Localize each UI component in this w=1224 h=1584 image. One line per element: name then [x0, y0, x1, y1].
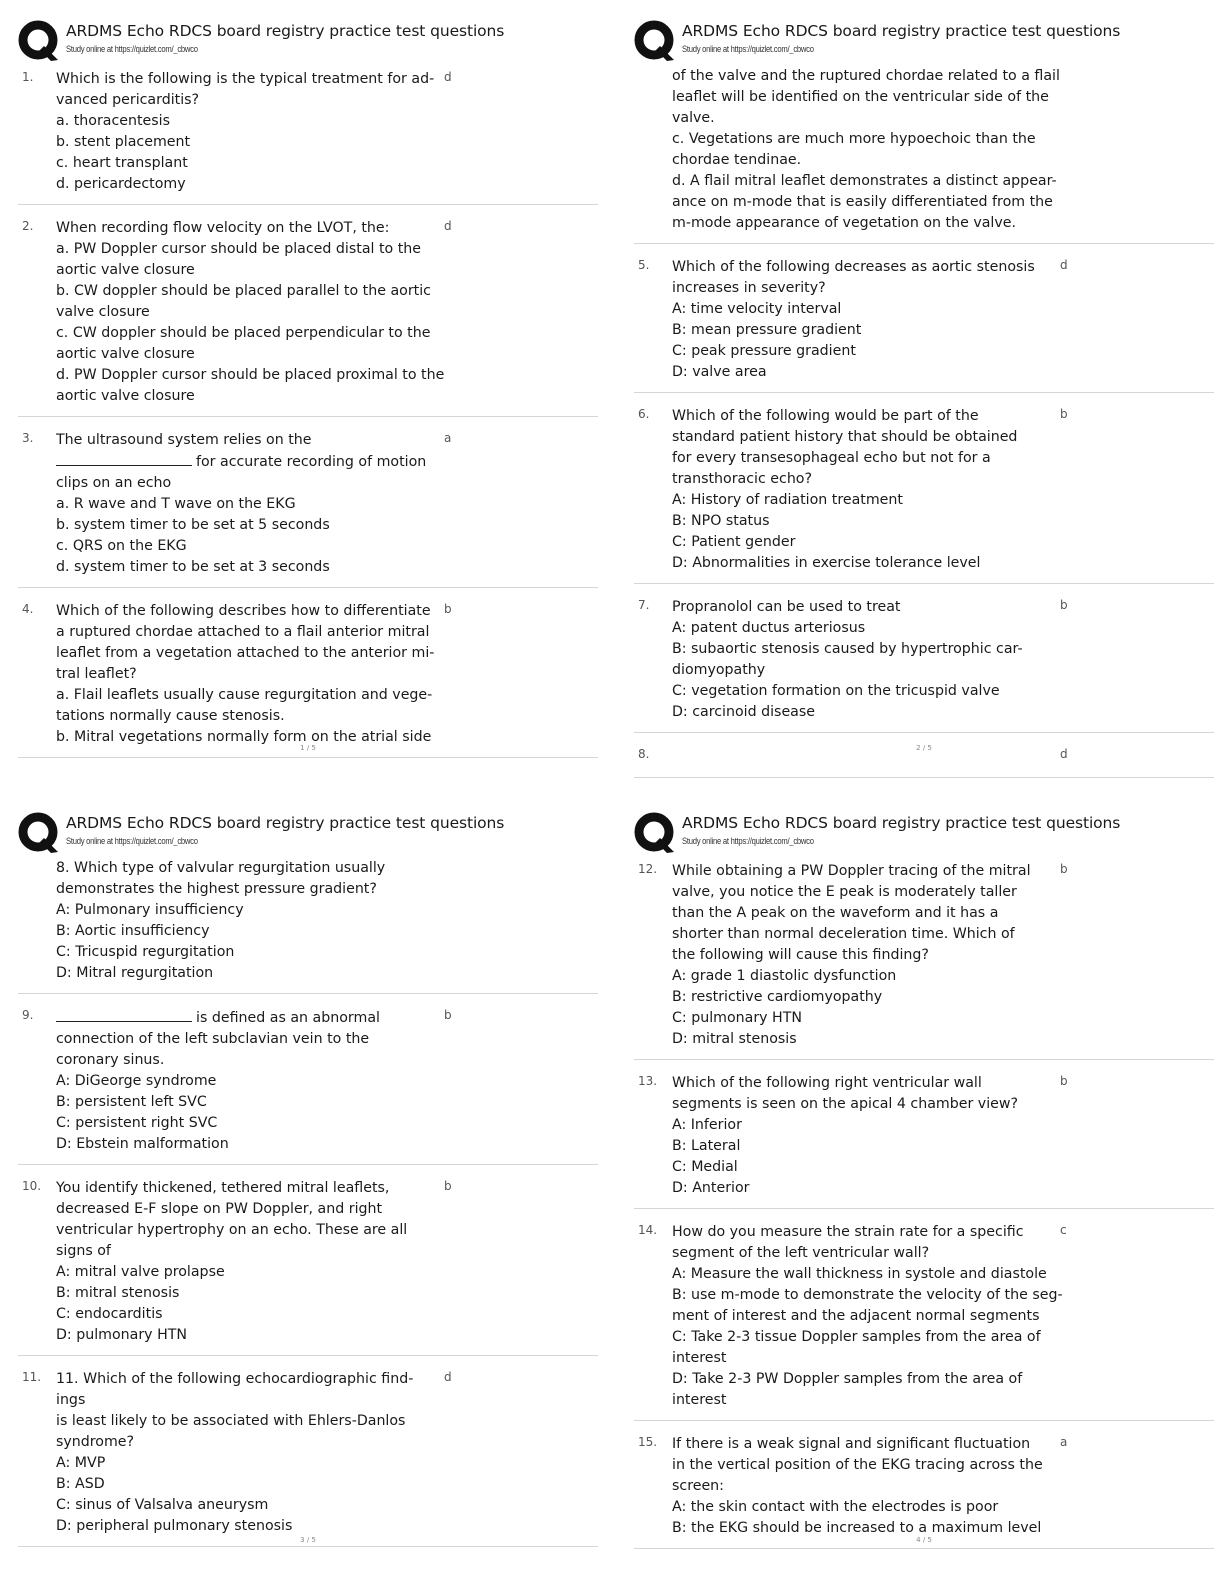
question-line: D: peripheral pulmonary stenosis [56, 1518, 293, 1534]
question-line: A: the skin contact with the electrodes is poor [672, 1499, 999, 1515]
question-line: signs of [56, 1243, 111, 1259]
question-line: c. heart transplant [56, 155, 188, 171]
question-line: A: patent ductus arteriosus [672, 620, 866, 636]
question-line: A: Pulmonary insufficiency [56, 902, 244, 918]
blank-underline [56, 451, 192, 466]
answer-key: b [444, 1179, 452, 1193]
question-line: of the valve and the ruptured chordae related to a flail [672, 68, 1060, 84]
question-number: 14. [638, 1223, 658, 1237]
question-line: D: Abnormalities in exercise tolerance level [672, 555, 981, 571]
question-line: You identify thickened, tethered mitral leaflets, [56, 1180, 390, 1196]
question-number: 13. [638, 1074, 658, 1088]
question-line: B: the EKG should be increased to a maximum level [672, 1520, 1042, 1536]
quizlet-logo-icon [634, 812, 676, 854]
answer-key: a [444, 431, 452, 445]
question-line-text: for accurate recording of motion [196, 454, 427, 470]
question-text [672, 257, 1058, 383]
question-line: B: Lateral [672, 1138, 741, 1154]
answer-key: d [1060, 747, 1068, 761]
question-line: tations normally cause stenosis. [56, 708, 285, 724]
question-line: chordae tendinae. [672, 152, 802, 168]
question-text [672, 597, 1058, 723]
question-number: 15. [638, 1435, 658, 1449]
page-number: 1 / 5 [300, 744, 316, 752]
question-line: Which is the following is the typical treatment for ad- [56, 71, 435, 87]
question-number: 6. [638, 407, 650, 421]
question-line: B: ASD [56, 1476, 105, 1492]
question-line: C: vegetation formation on the tricuspid valve [672, 683, 1000, 699]
question-line: C: Patient gender [672, 534, 796, 550]
question-line: D: Anterior [672, 1180, 750, 1196]
study-link[interactable]: Study online at https://quizlet.com/_cbwco [66, 836, 198, 846]
question-list [634, 858, 1214, 1549]
question-line: tral leaflet? [56, 666, 137, 682]
question-line: b. system timer to be set at 5 seconds [56, 517, 330, 533]
fill-in-blank-line [56, 451, 442, 473]
answer-key: c [1060, 1223, 1067, 1237]
answer-key: b [1060, 1074, 1068, 1088]
question-line: How do you measure the strain rate for a specific [672, 1224, 1024, 1240]
page-header [634, 808, 1214, 854]
question-number: 8. [638, 747, 650, 761]
question-line: B: subaortic stenosis caused by hypertrophic car- [672, 641, 1023, 657]
question-item [18, 427, 598, 588]
question-text [56, 1007, 442, 1155]
page-title: ARDMS Echo RDCS board registry practice test questions [66, 814, 505, 832]
question-line: Propranolol can be used to treat [672, 599, 901, 615]
question-line: leaflet will be identified on the ventricular side of the [672, 89, 1049, 105]
question-item [18, 1175, 598, 1356]
question-line: B: use m-mode to demonstrate the velocity of the seg- [672, 1287, 1063, 1303]
question-line: D: Mitral regurgitation [56, 965, 214, 981]
question-line: d. A flail mitral leaflet demonstrates a distinct appear- [672, 173, 1057, 189]
question-line: c. QRS on the EKG [56, 538, 187, 554]
question-line: b. stent placement [56, 134, 191, 150]
question-line: b. Mitral vegetations normally form on the atrial side [56, 729, 432, 745]
question-line: c. Vegetations are much more hypoechoic than the [672, 131, 1036, 147]
question-line: The ultrasound system relies on the [56, 432, 312, 448]
question-line: transthoracic echo? [672, 471, 813, 487]
page-header [634, 16, 1214, 62]
page-number: 2 / 5 [916, 744, 932, 752]
question-text [672, 406, 1058, 574]
question-text [56, 69, 442, 195]
question-line-text: is defined as an abnormal [196, 1010, 380, 1026]
question-line: Which of the following would be part of the [672, 408, 979, 424]
answer-key: b [1060, 598, 1068, 612]
answer-key: a [1060, 1435, 1068, 1449]
question-line: 11. Which of the following echocardiographic find- [56, 1371, 414, 1387]
question-line: Which of the following right ventricular wall [672, 1075, 982, 1091]
question-line: vanced pericarditis? [56, 92, 200, 108]
question-line: C: endocarditis [56, 1306, 163, 1322]
question-text [672, 1073, 1058, 1199]
page-title: ARDMS Echo RDCS board registry practice test questions [682, 814, 1121, 832]
question-line: than the A peak on the waveform and it has a [672, 905, 999, 921]
question-line: increases in severity? [672, 280, 826, 296]
question-line: aortic valve closure [56, 388, 195, 404]
question-line: clips on an echo [56, 475, 172, 491]
question-line: 8. Which type of valvular regurgitation usually [56, 860, 386, 876]
question-number: 12. [638, 862, 658, 876]
quizlet-logo-icon [18, 20, 60, 62]
quizlet-logo-icon [18, 812, 60, 854]
question-line: C: pulmonary HTN [672, 1010, 803, 1026]
answer-key: d [444, 1370, 452, 1384]
question-line: standard patient history that should be obtained [672, 429, 1018, 445]
question-text [56, 430, 442, 578]
question-number: 11. [22, 1370, 42, 1384]
question-line: B: mitral stenosis [56, 1285, 180, 1301]
document-page [634, 808, 1214, 1568]
question-line: demonstrates the highest pressure gradient? [56, 881, 377, 897]
question-line: segment of the left ventricular wall? [672, 1245, 930, 1261]
question-line: diomyopathy [672, 662, 766, 678]
document-page [18, 808, 598, 1568]
question-number: 3. [22, 431, 34, 445]
question-line: interest [672, 1392, 727, 1408]
question-number: 4. [22, 602, 34, 616]
question-line: c. CW doppler should be placed perpendicular to the [56, 325, 431, 341]
question-list [18, 858, 598, 1547]
question-line: C: Medial [672, 1159, 738, 1175]
question-item [634, 1219, 1214, 1421]
question-line: the following will cause this finding? [672, 947, 929, 963]
question-item [634, 66, 1214, 244]
question-text [672, 1434, 1058, 1539]
question-item [18, 66, 598, 205]
question-line: interest [672, 1350, 727, 1366]
question-item [634, 858, 1214, 1060]
question-line: aortic valve closure [56, 262, 195, 278]
question-line: ventricular hypertrophy on an echo. These are all [56, 1222, 408, 1238]
answer-key: d [1060, 258, 1068, 272]
question-line: B: persistent left SVC [56, 1094, 207, 1110]
question-line: B: Aortic insufficiency [56, 923, 210, 939]
page-header [18, 808, 598, 854]
question-line: valve closure [56, 304, 150, 320]
question-line: B: mean pressure gradient [672, 322, 862, 338]
page-title: ARDMS Echo RDCS board registry practice test questions [66, 22, 505, 40]
study-link[interactable]: Study online at https://quizlet.com/_cbwco [682, 44, 814, 54]
answer-key: b [444, 1008, 452, 1022]
question-line: C: Take 2-3 tissue Doppler samples from the area of [672, 1329, 1041, 1345]
question-line: ance on m-mode that is easily differentiated from the [672, 194, 1053, 210]
question-line: C: persistent right SVC [56, 1115, 218, 1131]
question-line: A: MVP [56, 1455, 106, 1471]
answer-key: b [1060, 407, 1068, 421]
question-line: A: History of radiation treatment [672, 492, 903, 508]
question-text [672, 861, 1058, 1050]
answer-key: d [444, 70, 452, 84]
question-line: A: Inferior [672, 1117, 742, 1133]
question-item [634, 254, 1214, 393]
answer-key: b [444, 602, 452, 616]
question-line: Which of the following describes how to differentiate [56, 603, 431, 619]
question-number: 2. [22, 219, 34, 233]
question-line: connection of the left subclavian vein to the [56, 1031, 370, 1047]
question-line: A: mitral valve prolapse [56, 1264, 225, 1280]
question-text [56, 601, 442, 748]
page-title: ARDMS Echo RDCS board registry practice test questions [682, 22, 1121, 40]
page-number: 3 / 5 [300, 1536, 316, 1544]
study-link[interactable]: Study online at https://quizlet.com/_cbwco [66, 44, 198, 54]
question-line: Which of the following decreases as aortic stenosis [672, 259, 1035, 275]
question-line: screen: [672, 1478, 724, 1494]
question-line: d. system timer to be set at 3 seconds [56, 559, 330, 575]
question-line: A: Measure the wall thickness in systole and diastole [672, 1266, 1047, 1282]
question-line: d. pericardectomy [56, 176, 186, 192]
question-line: A: DiGeorge syndrome [56, 1073, 217, 1089]
document-page [18, 16, 598, 776]
question-list [634, 66, 1214, 778]
question-line: ment of interest and the adjacent normal segments [672, 1308, 1040, 1324]
document-page [634, 16, 1214, 776]
question-list [18, 66, 598, 758]
question-item [18, 858, 598, 994]
question-line: C: peak pressure gradient [672, 343, 856, 359]
question-line: leaflet from a vegetation attached to the anterior mi- [56, 645, 435, 661]
question-line: C: sinus of Valsalva aneurysm [56, 1497, 269, 1513]
question-line: in the vertical position of the EKG tracing across the [672, 1457, 1043, 1473]
question-line: aortic valve closure [56, 346, 195, 362]
answer-key: d [444, 219, 452, 233]
question-line: a ruptured chordae attached to a flail anterior mitral [56, 624, 430, 640]
question-line: While obtaining a PW Doppler tracing of the mitral [672, 863, 1031, 879]
question-line: B: NPO status [672, 513, 770, 529]
question-number: 1. [22, 70, 34, 84]
question-line: D: carcinoid disease [672, 704, 815, 720]
question-item [18, 1004, 598, 1165]
question-line: coronary sinus. [56, 1052, 165, 1068]
question-number: 10. [22, 1179, 42, 1193]
question-item [634, 403, 1214, 584]
question-item [634, 594, 1214, 733]
question-text [56, 1369, 442, 1537]
question-line: D: valve area [672, 364, 767, 380]
question-item [634, 1431, 1214, 1549]
question-line: D: pulmonary HTN [56, 1327, 188, 1343]
question-line: valve, you notice the E peak is moderately taller [672, 884, 1017, 900]
blank-underline [56, 1007, 192, 1022]
question-line: A: time velocity interval [672, 301, 842, 317]
question-item [18, 1366, 598, 1547]
question-line: B: restrictive cardiomyopathy [672, 989, 883, 1005]
question-line: a. PW Doppler cursor should be placed distal to the [56, 241, 422, 257]
quizlet-logo-icon [634, 20, 676, 62]
question-line: is least likely to be associated with Ehlers-Danlos [56, 1413, 406, 1429]
question-line: a. thoracentesis [56, 113, 171, 129]
question-line: a. R wave and T wave on the EKG [56, 496, 296, 512]
question-item [18, 215, 598, 417]
page-number: 4 / 5 [916, 1536, 932, 1544]
question-text [672, 1222, 1063, 1411]
answer-key: b [1060, 862, 1068, 876]
question-line: When recording flow velocity on the LVOT, the: [56, 220, 390, 236]
question-text [56, 858, 442, 984]
question-text [672, 66, 1058, 234]
question-line: syndrome? [56, 1434, 135, 1450]
question-line: d. PW Doppler cursor should be placed proximal to the [56, 367, 445, 383]
question-line: b. CW doppler should be placed parallel to the aortic [56, 283, 431, 299]
question-item [634, 1070, 1214, 1209]
question-text [56, 218, 445, 407]
question-line: segments is seen on the apical 4 chamber view? [672, 1096, 1019, 1112]
question-line: a. Flail leaflets usually cause regurgitation and vege- [56, 687, 433, 703]
question-number: 9. [22, 1008, 34, 1022]
question-number: 5. [638, 258, 650, 272]
question-line: A: grade 1 diastolic dysfunction [672, 968, 897, 984]
question-number: 7. [638, 598, 650, 612]
question-line: shorter than normal deceleration time. Which of [672, 926, 1015, 942]
question-text [56, 1178, 442, 1346]
question-line: for every transesophageal echo but not for a [672, 450, 991, 466]
question-item [18, 598, 598, 758]
question-line: D: Ebstein malformation [56, 1136, 229, 1152]
question-line: ings [56, 1392, 86, 1408]
question-line: D: Take 2-3 PW Doppler samples from the area of [672, 1371, 1023, 1387]
question-line: m-mode appearance of vegetation on the valve. [672, 215, 1016, 231]
page-header [18, 16, 598, 62]
question-line: valve. [672, 110, 715, 126]
study-link[interactable]: Study online at https://quizlet.com/_cbwco [682, 836, 814, 846]
question-line: decreased E-F slope on PW Doppler, and right [56, 1201, 383, 1217]
fill-in-blank-line [56, 1007, 442, 1029]
question-line: If there is a weak signal and significant fluctuation [672, 1436, 1031, 1452]
question-line: D: mitral stenosis [672, 1031, 797, 1047]
question-line: C: Tricuspid regurgitation [56, 944, 235, 960]
